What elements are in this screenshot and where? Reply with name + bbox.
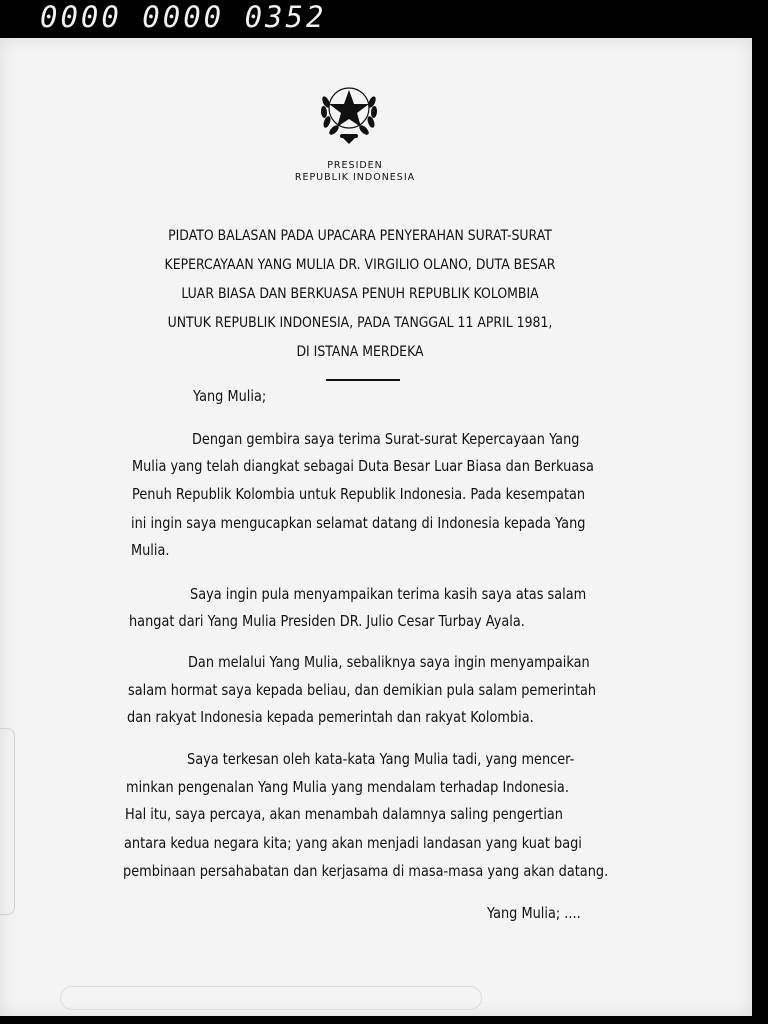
paragraph-line: minkan pengenalan Yang Mulia yang mendalam terhadap Indonesia.	[126, 778, 569, 796]
title-line: LUAR BIASA DAN BERKUASA PENUH REPUBLIK KOLOMBIA	[181, 286, 539, 302]
letterhead	[270, 160, 440, 184]
paragraph-line: hangat dari Yang Mulia Presiden DR. Julio Cesar Turbay Ayala.	[129, 612, 525, 630]
title-divider	[326, 379, 400, 381]
film-frame-counter: 0000 0000 0352	[40, 0, 327, 34]
continuation-catchword: Yang Mulia; ....	[487, 904, 581, 922]
garuda-star-wreath-icon	[314, 78, 384, 146]
paragraph-line: Mulia.	[131, 541, 170, 559]
letterhead-subtitle: REPUBLIK INDONESIA	[294, 172, 416, 183]
page-scratch-mark	[60, 986, 482, 1010]
paragraph-line: Penuh Republik Kolombia untuk Republik Indonesia. Pada kesempatan	[132, 485, 586, 503]
speech-title	[154, 222, 567, 367]
paragraph-line: dan rakyat Indonesia kepada pemerintah dan rakyat Kolombia.	[127, 708, 534, 726]
title-line: UNTUK REPUBLIK INDONESIA, PADA TANGGAL 11 APRIL 1981,	[167, 315, 553, 331]
paragraph-line: ini ingin saya mengucapkan selamat datang di Indonesia kepada Yang	[131, 514, 586, 532]
paragraph-line: Mulia yang telah diangkat sebagai Duta Besar Luar Biasa dan Berkuasa	[132, 457, 594, 475]
letterhead-title: PRESIDEN	[327, 160, 383, 171]
salutation: Yang Mulia;	[193, 387, 267, 405]
page-edge-mark	[0, 728, 15, 915]
title-line: KEPERCAYAAN YANG MULIA DR. VIRGILIO OLANO, DUTA BESAR	[164, 257, 556, 273]
title-line: DI ISTANA MERDEKA	[296, 344, 424, 360]
paragraph-line: Dan melalui Yang Mulia, sebaliknya saya ingin menyampaikan	[188, 653, 590, 671]
paragraph-line: Dengan gembira saya terima Surat-surat Kepercayaan Yang	[192, 430, 580, 448]
title-line: PIDATO BALASAN PADA UPACARA PENYERAHAN SURAT-SURAT	[168, 228, 552, 244]
document-page	[0, 38, 752, 1016]
paragraph-line: antara kedua negara kita; yang akan menjadi landasan yang kuat bagi	[124, 834, 582, 852]
paragraph-line: Saya ingin pula menyampaikan terima kasih saya atas salam	[190, 585, 587, 603]
paragraph-line: pembinaan persahabatan dan kerjasama di masa-masa yang akan datang.	[123, 862, 609, 880]
paragraph-line: Saya terkesan oleh kata-kata Yang Mulia tadi, yang mencer-	[187, 750, 575, 768]
paragraph-line: salam hormat saya kepada beliau, dan demikian pula salam pemerintah	[128, 681, 597, 699]
paragraph-line: Hal itu, saya percaya, akan menambah dalamnya saling pengertian	[125, 805, 563, 823]
